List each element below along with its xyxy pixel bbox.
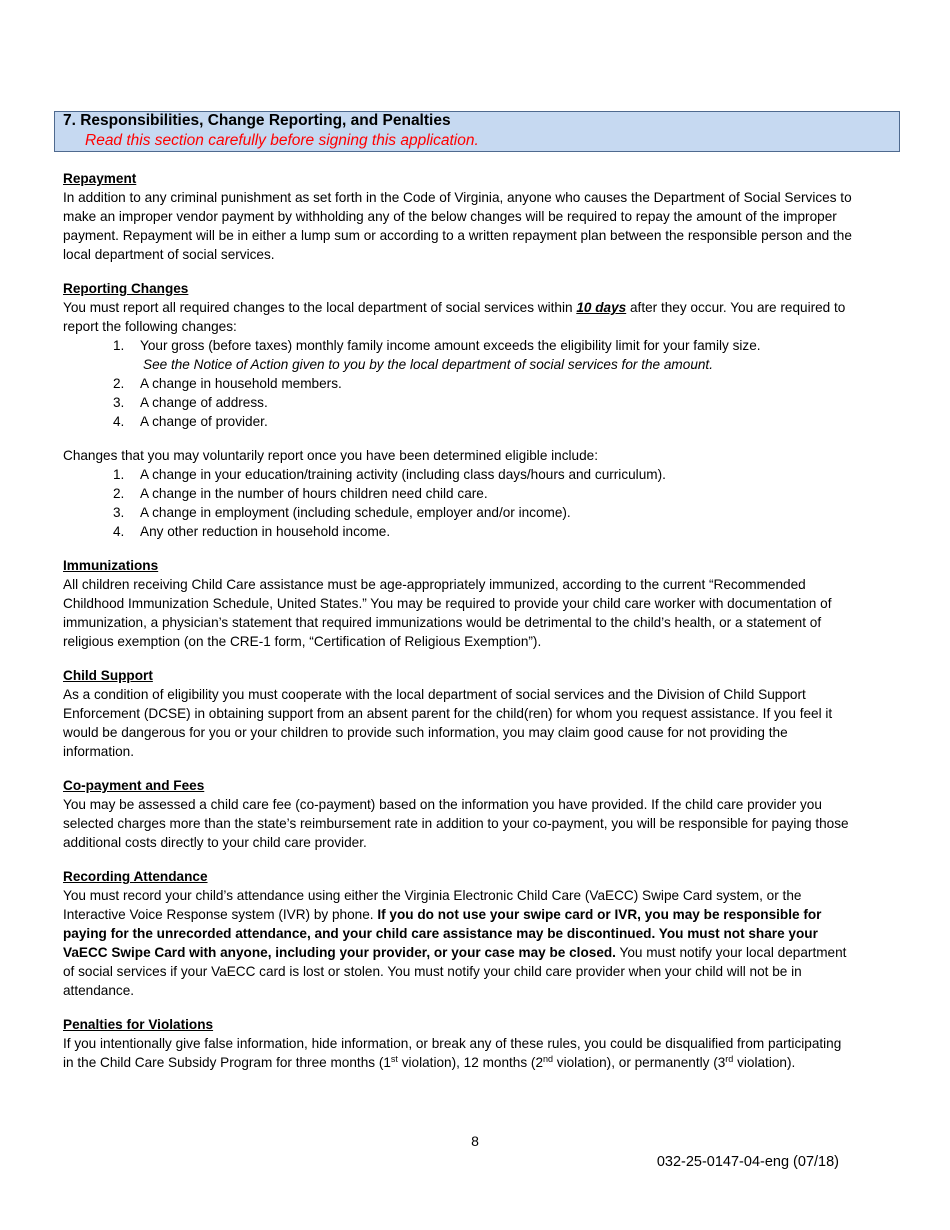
copayment-section <box>63 776 853 852</box>
child-support-heading: Child Support <box>63 668 153 683</box>
penalties-heading: Penalties for Violations <box>63 1017 214 1032</box>
immunizations-text: All children receiving Child Care assistance must be age-appropriately immunized, according to the current “Recommended Childhood Immunization Schedule, United States.” You may be required to provide your child care worker with documentation of immunization, a physician’s statement that required immunizations would be detrimental to the child’s health, or a statement of religious exemption (on the CRE-1 form, “Certification of Religious Exemption”). <box>63 577 832 649</box>
reporting-section <box>63 279 853 541</box>
reporting-intro: You must report all required changes to the local department of social services within 10 days after they occur. You are required to report the following changes: <box>63 300 846 334</box>
form-code: 032-25-0147-04-eng (07/18) <box>656 1154 839 1170</box>
repayment-section <box>63 169 853 264</box>
child-support-text: As a condition of eligibility you must cooperate with the local department of social services and the Division of Child Support Enforcement (DCSE) in obtaining support from an absent parent for the child(ren) for whom you request assistance. If you feel it would be dangerous for you or your children to provide such information, you may claim good cause for not providing the information. <box>63 687 833 759</box>
section-warning: Read this section carefully before signing this application. <box>85 132 479 149</box>
page-number: 8 <box>471 1133 479 1149</box>
immunizations-section <box>63 556 853 651</box>
section-header-box <box>54 111 900 152</box>
list-item: 1. Your gross (before taxes) monthly family income amount exceeds the eligibility limit for your family size. <box>113 338 761 353</box>
list-item: 4. Any other reduction in household income. <box>113 524 391 539</box>
list-item: 3. A change in employment (including schedule, employer and/or income). <box>113 505 571 520</box>
list-item: 1. A change in your education/training activity (including class days/hours and curriculum). <box>113 467 666 482</box>
list-item: 2. A change in household members. <box>113 376 342 391</box>
attendance-heading: Recording Attendance <box>63 869 208 884</box>
copayment-text: You may be assessed a child care fee (co-payment) based on the information you have provided. If the child care provider you selected charges more than the state’s reimbursement rate in addition to your co-payment, you will be responsible for paying those additional costs directly to your child care provider. <box>63 797 849 850</box>
required-changes-list <box>63 336 853 431</box>
repayment-heading: Repayment <box>63 171 137 186</box>
voluntary-changes-list <box>63 465 853 541</box>
penalties-text: If you intentionally give false information, hide information, or break any of these rules, you could be disqualified from participating in the Child Care Subsidy Program for three months (1st violation), 12 months (2nd violation), or permanently (3rd violation). <box>63 1036 842 1070</box>
reporting-heading: Reporting Changes <box>63 281 189 296</box>
list-item: 3. A change of address. <box>113 395 268 410</box>
repayment-text: In addition to any criminal punishment as set forth in the Code of Virginia, anyone who causes the Department of Social Services to make an improper vendor payment by withholding any of the below changes will be required to repay the amount of the improper payment. Repayment will be in either a lump sum or according to a written repayment plan between the responsible person and the local department of social services. <box>63 190 852 262</box>
child-support-section <box>63 666 853 761</box>
document-body <box>63 169 853 1087</box>
attendance-warning: If you do not use your swipe card or IVR, you may be responsible for paying for the unrecorded attendance, and your child care assistance may be discontinued. You must not share your VaECC Swipe Card with anyone, including your provider, or your case may be closed. <box>63 907 822 960</box>
penalties-section <box>63 1015 853 1072</box>
attendance-text: You must record your child’s attendance using either the Virginia Electronic Child Care (VaECC) Swipe Card system, or the Interactive Voice Response system (IVR) by phone. If you do not use your swipe card or IVR, you may be responsible for paying for the unrecorded attendance, and your child care assistance may be discontinued. You must not share your VaECC Swipe Card with anyone, including your provider, or your case may be closed. You must notify your local department of social services if your VaECC card is lost or stolen. You must notify your child care provider when your child will not be in attendance. <box>63 888 847 998</box>
notice-of-action-note: See the Notice of Action given to you by the local department of social services for the amount. <box>143 357 713 372</box>
immunizations-heading: Immunizations <box>63 558 159 573</box>
copayment-heading: Co-payment and Fees <box>63 778 205 793</box>
list-item: 4. A change of provider. <box>113 414 268 429</box>
list-item: 2. A change in the number of hours children need child care. <box>113 486 488 501</box>
voluntary-intro: Changes that you may voluntarily report once you have been determined eligible include: <box>63 448 599 463</box>
section-title: 7. Responsibilities, Change Reporting, and Penalties <box>63 112 451 129</box>
deadline-emphasis: 10 days <box>576 300 627 315</box>
attendance-section <box>63 867 853 1000</box>
